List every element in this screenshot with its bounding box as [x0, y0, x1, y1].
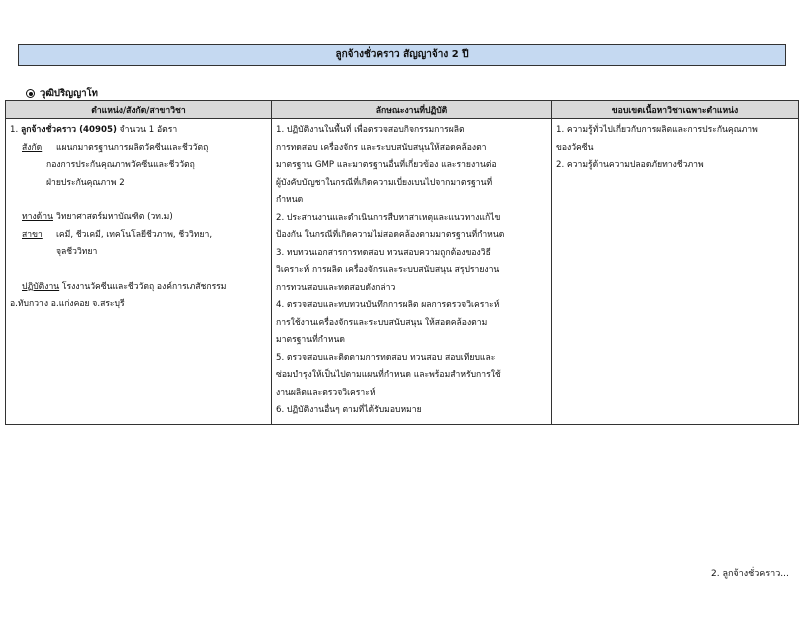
duty-item: 6. ปฏิบัติงานอื่นๆ ตามที่ได้รับมอบหมาย — [276, 405, 422, 415]
duty-item: 3. ทบทวนเอกสารการทดสอบ ทวนสอบความถูกต้องของวิธี วิเคราะห์ การผลิต เครื่องจักรและระบบสนับสนุน สรุปรายงาน การทวนสอบและทดสอบดังกล่าว — [276, 247, 500, 293]
continuation-note: 2. ลูกจ้างชั่วคราว... — [711, 569, 789, 579]
header-duties: ลักษณะงานที่ปฏิบัติ — [272, 101, 552, 119]
workplace: ปฏิบัติงาน โรงงานวัคซีนและชีววัตถุ องค์การเภสัชกรรม — [22, 281, 227, 292]
duty-item: 4. ตรวจสอบและทบทวนบันทึกการผลิต ผลการตรวจวิเคราะห์ การใช้งานเครื่องจักรและระบบสนับสนุน ให้สอดคล้องตาม มาตรฐานที่กำหนด — [276, 300, 500, 345]
affiliation-label: สังกัด — [22, 142, 43, 153]
duty-item: 5. ตรวจสอบและติดตามการทดสอบ ทวนสอบ สอบเทียบและ ซ่อมบำรุงให้เป็นไปตามแผนที่กำหนด และพร้อมสำหรับการใช้ งานผลิตและตรวจวิเคราะห์ — [276, 352, 501, 398]
position-heading: 1. ลูกจ้างชั่วคราว (40905) จำนวน 1 อัตรา — [10, 125, 178, 135]
scope-item: 1. ความรู้ทั่วไปเกี่ยวกับการผลิตและการประกันคุณภาพ ของวัคซีน — [556, 125, 758, 153]
duties-cell — [272, 119, 552, 425]
radio-selected-icon — [26, 89, 35, 98]
table-row — [6, 119, 799, 425]
field — [10, 209, 268, 227]
major: สาขา เคมี, ชีวเคมี, เทคโนโลยีชีวภาพ, ชีววิทยา, จุลชีววิทยา — [10, 227, 268, 262]
document-title: ลูกจ้างชั่วคราว สัญญาจ้าง 2 ปี — [18, 44, 786, 66]
position-spec-table — [5, 100, 799, 425]
duty-item: 2. ประสานงานและดำเนินการสืบหาสาเหตุและแนวทางแก้ไข ป้องกัน ในกรณีที่เกิดความไม่สอดคล้องตามมาตรฐานที่กำหนด — [276, 212, 505, 240]
duty-item: 1. ปฏิบัติงานในพื้นที่ เพื่อตรวจสอบกิจกรรมการผลิต การทดสอบ เครื่องจักร และระบบสนับสนุนให้สอดคล้องตา มาตรฐาน GMP และมาตรฐานอื่นที่เกี่ยวข้อง และรายงานต่อ ผู้บังคับบัญชาในกรณีที่เกิดความเบี่ยงเบนไปจากมาตรฐานที่ กำหนด — [276, 125, 497, 205]
header-position: ตำแหน่ง/สังกัด/สาขาวิชา — [6, 101, 272, 119]
workplace-label: ปฏิบัติงาน — [22, 281, 60, 292]
education-label: วุฒิปริญญาโท — [40, 88, 98, 99]
field-label: ทางด้าน — [22, 212, 53, 222]
affiliation: สังกัด แผนกมาตรฐานการผลิตวัคซีนและชีววัตถุ — [10, 140, 268, 158]
field-value: วิทยาศาสตร์มหาบัณฑิต (วท.ม) — [56, 212, 173, 222]
position-name: ลูกจ้างชั่วคราว (40905) — [20, 125, 117, 135]
position-count: จำนวน 1 อัตรา — [119, 125, 178, 135]
scope-item: 2. ความรู้ด้านความปลอดภัยทางชีวภาพ — [556, 160, 704, 170]
education-option — [26, 86, 98, 101]
scope-cell — [552, 119, 799, 425]
position-cell: 1. ลูกจ้างชั่วคราว (40905) จำนวน 1 อัตรา สังกัด แผนกมาตรฐานการผลิตวัคซีนและชีววัตถุ กองการประกันคุณภาพวัคซีนและชีววัตถุ ฝ่ายประกันคุณภาพ 2 ทางด้าน วิทยาศาสตร์มหาบัณฑิต (วท.ม) สาขา เคมี, ชีวเคมี, เทคโนโลยีชีวภาพ, ชีววิทยา, จุลชีววิทยา ปฏิบัติงาน โรงงานวัคซีนและชีววัตถุ องค์การเภสัชกรรม อ.ทับกวาง อ.แก่งคอย จ.สระบุรี — [6, 119, 272, 425]
header-scope: ขอบเขตเนื้อหาวิชาเฉพาะตำแหน่ง — [552, 101, 799, 119]
major-label: สาขา — [22, 229, 43, 240]
table-header-row — [6, 101, 799, 119]
